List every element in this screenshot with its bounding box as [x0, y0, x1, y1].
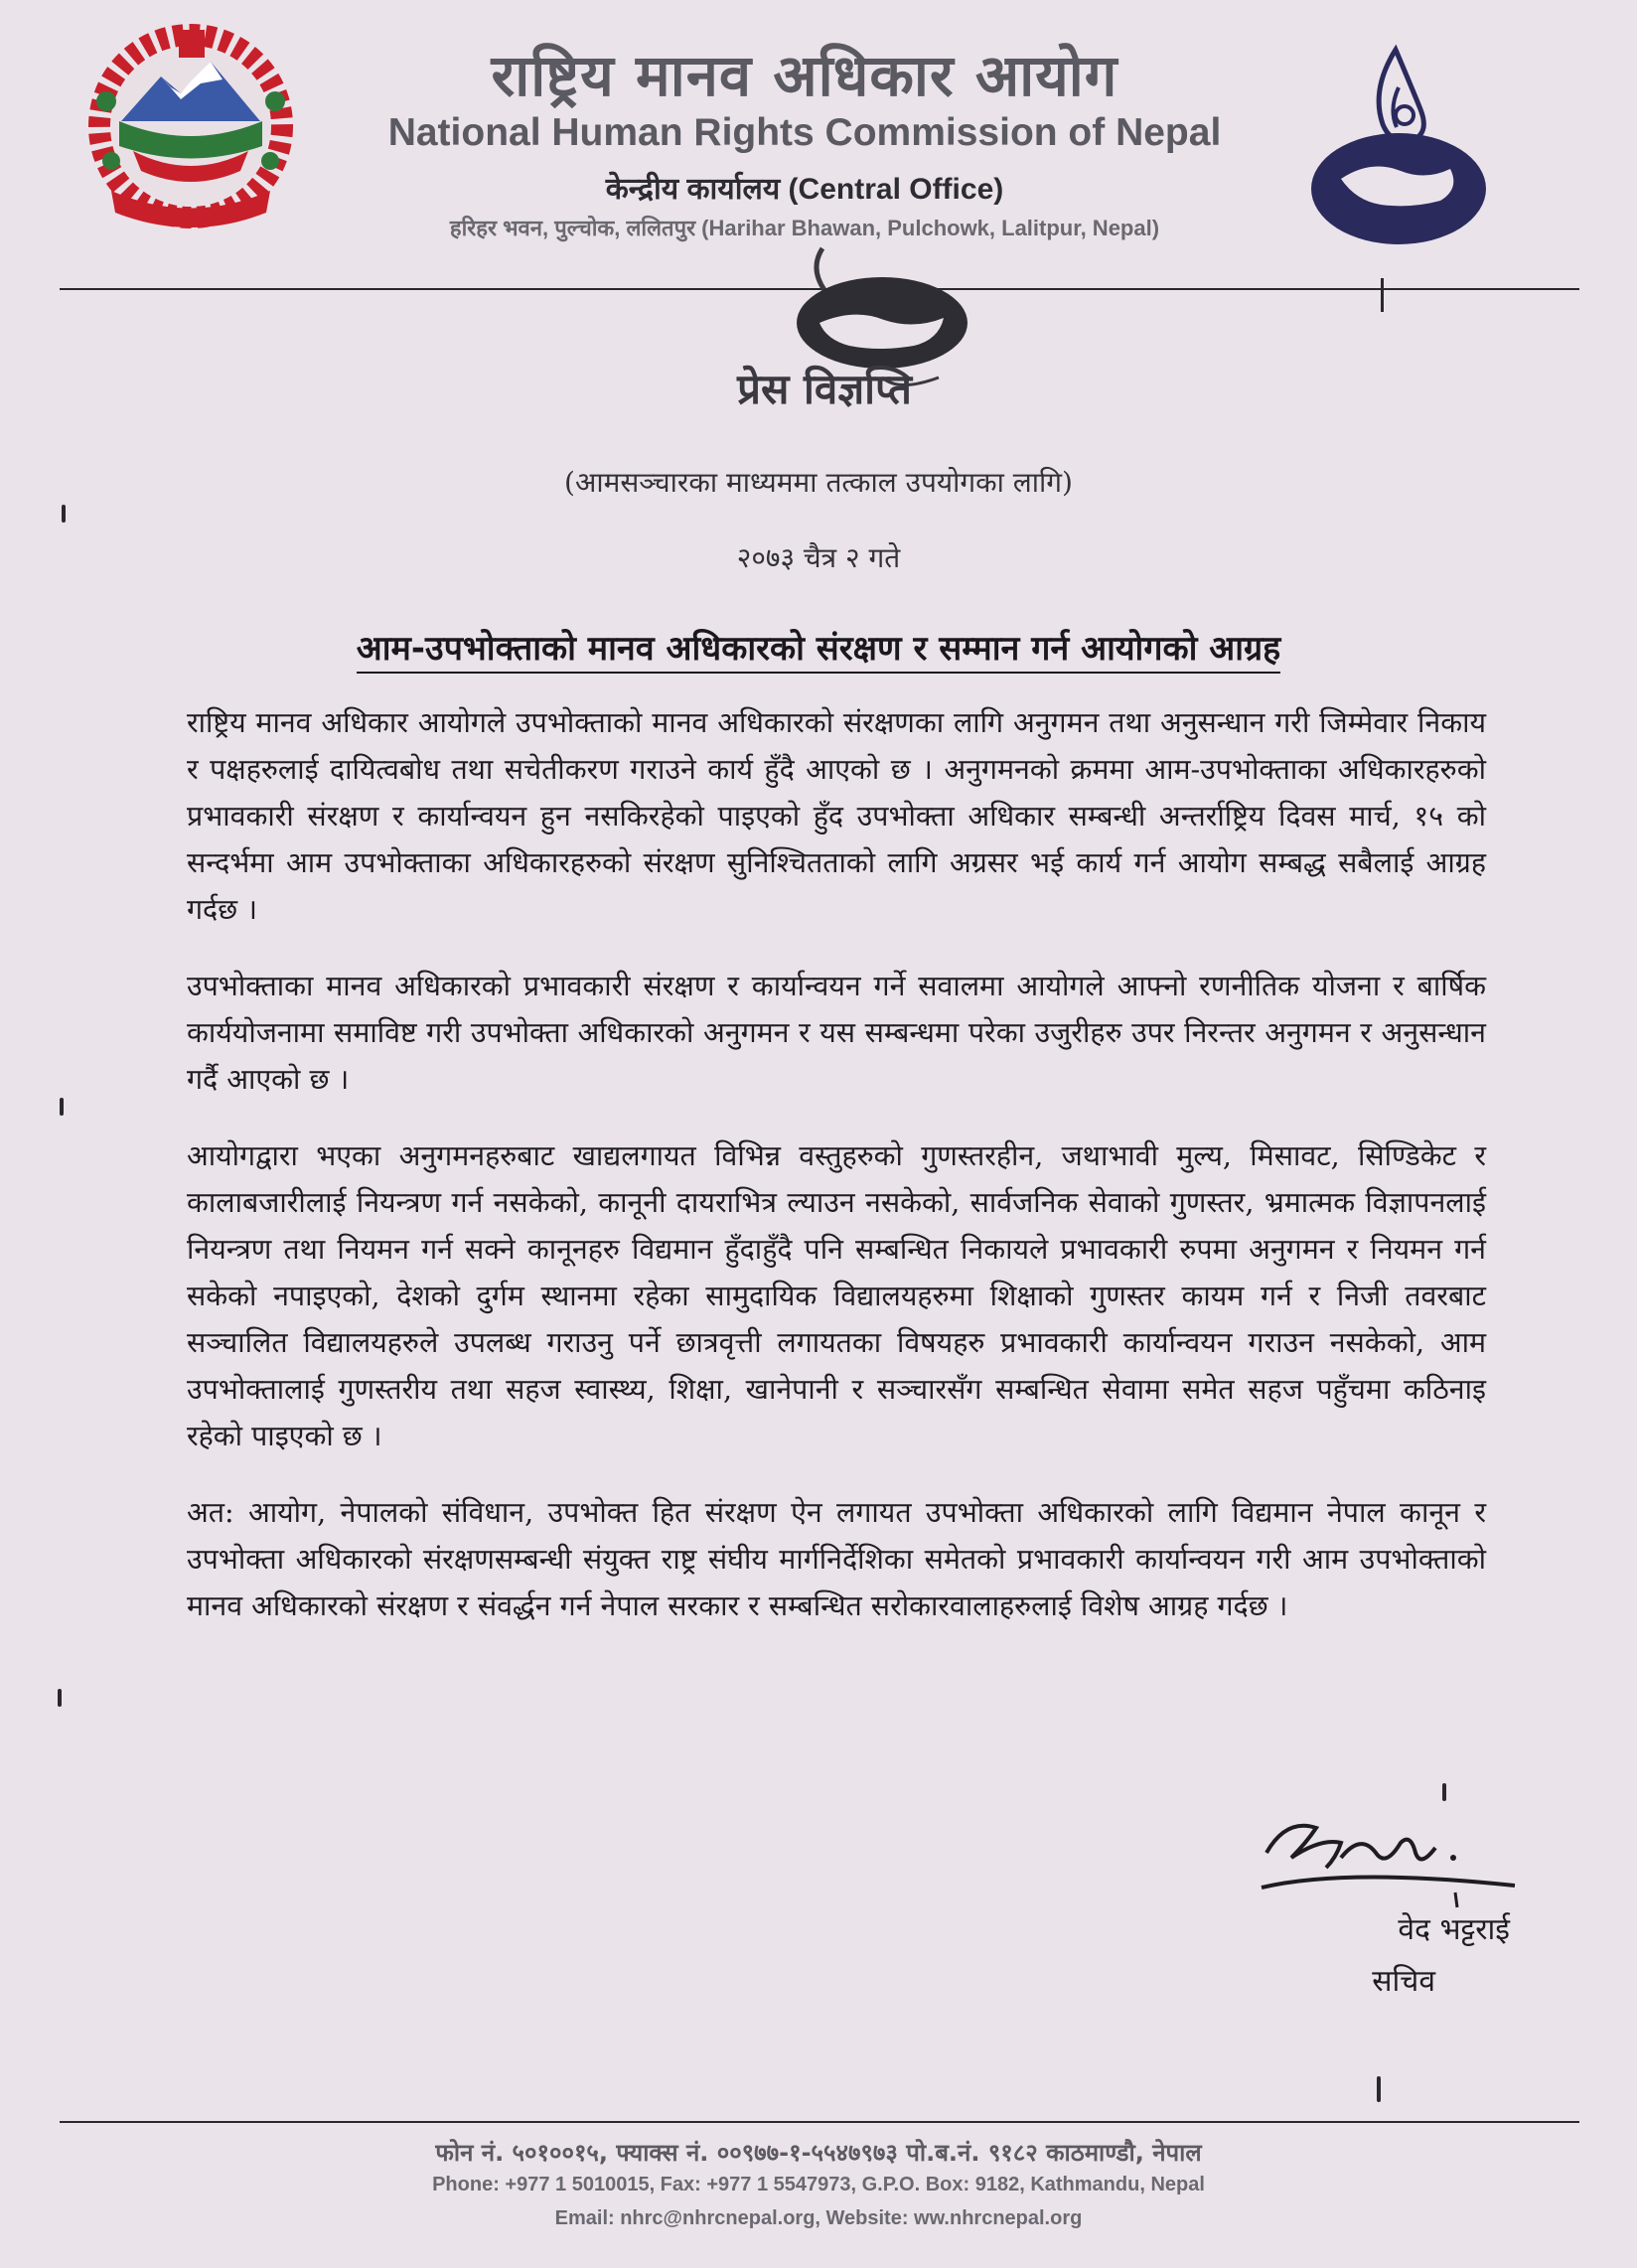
nhrc-flame-logo-icon — [1301, 30, 1490, 248]
office-address: हरिहर भवन, पुल्चोक, ललितपुर (Harihar Bhawan, Pulchowk, Lalitpur, Nepal) — [449, 216, 1160, 240]
margin-mark — [60, 1098, 64, 1116]
commission-name-nepali: राष्ट्रिय मानव अधिकार आयोग — [491, 42, 1118, 109]
release-body — [187, 699, 1486, 1659]
footer-contact-english: Phone: +977 1 5010015, Fax: +977 1 5547973, G.P.O. Box: 9182, Kathmandu, Nepal — [432, 2174, 1205, 2195]
release-heading — [199, 624, 1438, 670]
signatory-name: वेद भट्टराई — [1398, 1912, 1510, 1947]
office-name: केन्द्रीय कार्यालय (Central Office) — [605, 173, 1004, 206]
release-date: २०७३ चैत्र २ गते — [736, 541, 901, 574]
footer-divider — [60, 2121, 1579, 2123]
header-rule-tick — [1381, 278, 1384, 312]
signature-icon — [1247, 1798, 1525, 1917]
signatory-title: सचिव — [1372, 1964, 1435, 1999]
body-paragraph-3: आयोगद्वारा भएका अनुगमनहरुबाट खाद्यलगायत विभिन्न वस्तुहरुको गुणस्तरहीन, जथाभावी मुल्य, मिसावट, सिण्डिकेट र कालाबजारीलाई नियन्त्रण गर्न नसकेको, कानूनी दायराभित्र ल्याउन नसकेको, सार्वजनिक सेवाको गुणस्तर, भ्रमात्मक विज्ञापनलाई नियन्त्रण तथा नियमन गर्न सक्ने कानूनहरु विद्यमान हुँदाहुँदै पनि सम्बन्धित निकायले प्रभावकारी रुपमा अनुगमन र नियमन गर्न सकेको नपाइएको, देशको दुर्गम स्थानमा रहेका सामुदायिक विद्यालयहरुमा शिक्षाको गुणस्तर कायम गर्न र निजी तवरबाट सञ्चालित विद्यालयहरुले उपलब्ध गराउनु पर्ने छात्रवृत्ती लगायतका विषयहरु प्रभावकारी कार्यान्वयन गराउन नसकेको, आम उपभोक्तालाई गुणस्तरीय तथा सहज स्वास्थ्य, शिक्षा, खानेपानी र सञ्चारसँग सम्बन्धित सेवामा समेत सहज पहुँचमा कठिनाइ रहेको पाइएको छ । — [187, 1139, 1486, 1452]
body-paragraph-2: उपभोक्ताका मानव अधिकारको प्रभावकारी संरक्षण र कार्यान्वयन गर्ने सवालमा आयोगले आफ्नो रणनीतिक योजना र बार्षिक कार्ययोजनामा समाविष्ट गरी उपभोक्ता अधिकारको अनुगमन र यस सम्बन्धमा परेका उजुरीहरु उपर निरन्तर अनुगमन र अनुसन्धान गर्दै आएको छ । — [187, 970, 1486, 1096]
commission-name-english: National Human Rights Commission of Nepal — [387, 111, 1222, 154]
body-paragraph-1: राष्ट्रिय मानव अधिकार आयोगले उपभोक्ताको मानव अधिकारको संरक्षणका लागि अनुगमन तथा अनुसन्धान गरी जिम्मेवार निकाय र पक्षहरुलाई दायित्वबोध तथा सचेतीकरण गराउने कार्य हुँदै आएको छ । अनुगमनको क्रममा आम-उपभोक्ताका अधिकारहरुको प्रभावकारी संरक्षण र कार्यान्वयन हुन नसकिरहेको पाइएको हुँद उपभोक्ता अधिकार सम्बन्धी अन्तर्राष्ट्रिय दिवस मार्च, १५ को सन्दर्भमा आम उपभोक्ताका अधिकारहरुको संरक्षण सुनिश्चितताको लागि अग्रसर भई कार्य गर्न आयोग सम्बद्ध सबैलाई आग्रह गर्दछ । — [187, 706, 1486, 926]
nepal-emblem-icon — [72, 22, 310, 235]
margin-mark — [1442, 1783, 1446, 1801]
release-subtitle: (आमसञ्चारका माध्यममा तत्काल उपयोगका लागि) — [564, 466, 1073, 499]
footer-contact-nepali: फोन नं. ५०१००१५, फ्याक्स नं. ००९७७-१-५५४७९७३ पो.ब.नं. ९१८२ काठमाण्डौ, नेपाल — [435, 2139, 1202, 2167]
margin-mark — [1377, 2076, 1381, 2102]
margin-mark — [62, 505, 66, 523]
margin-mark — [58, 1689, 62, 1707]
press-release-label: प्रेस विज्ञप्ति — [737, 365, 912, 413]
footer-email-website: Email: nhrc@nhrcnepal.org, Website: ww.nhrcnepal.org — [554, 2207, 1083, 2229]
release-heading-text: आम-उपभोक्ताको मानव अधिकारको संरक्षण र सम्मान गर्न आयोगको आग्रह — [357, 629, 1280, 674]
body-paragraph-4: अत: आयोग, नेपालको संविधान, उपभोक्त हित संरक्षण ऐन लगायत उपभोक्ता अधिकारको लागि विद्यमान नेपाल कानून र उपभोक्ता अधिकारको संरक्षणसम्बन्धी संयुक्त राष्ट्र संघीय मार्गनिर्देशिका समेतको प्रभावकारी कार्यान्वयन गरी आम उपभोक्ताको मानव अधिकारको संरक्षण र संवर्द्धन गर्न नेपाल सरकार र सम्बन्धित सरोकारवालाहरुलाई विशेष आग्रह गर्दछ । — [187, 1496, 1486, 1622]
